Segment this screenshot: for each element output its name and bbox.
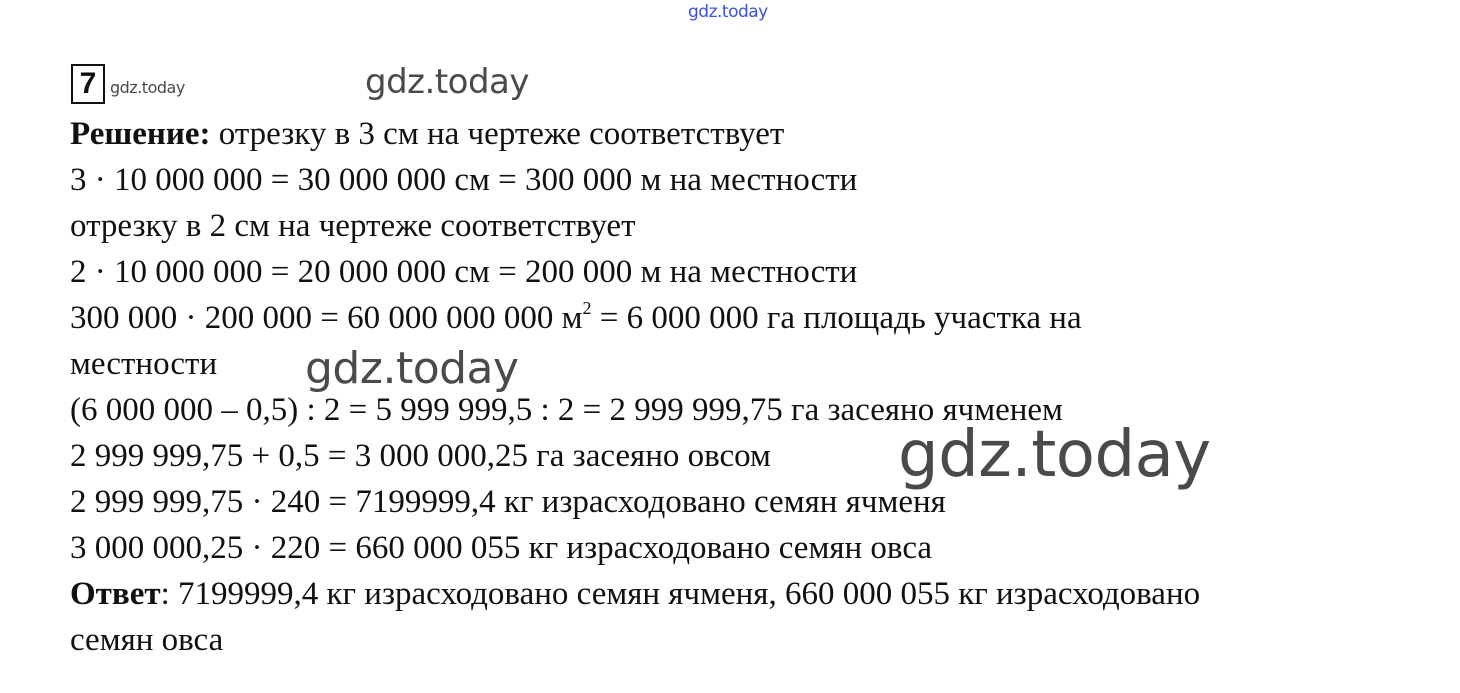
solution-line-6: местности: [70, 346, 218, 382]
solution-line-8: 2 999 999,75 + 0,5 = 3 000 000,25 га засеяно овсом: [70, 438, 771, 474]
solution-line-5: [70, 295, 1450, 341]
solution-line-4: 2 · 10 000 000 = 20 000 000 см = 200 000 м на местности: [70, 254, 858, 290]
watermark-top: gdz.today: [688, 2, 768, 22]
solution-line-10: 3 000 000,25 · 220 = 660 000 055 кг израсходовано семян овса: [70, 530, 933, 566]
solution-line-9: 2 999 999,75 · 240 = 7199999,4 кг израсходовано семян ячменя: [70, 484, 946, 520]
solution-line-5-start: 300 000 · 200 000 = 60 000 000 000 м: [70, 300, 583, 336]
answer-heading: Ответ: [70, 576, 161, 612]
watermark-xlarge: gdz.today: [898, 418, 1211, 492]
task-number: 7: [79, 67, 97, 100]
solution-line-7: (6 000 000 – 0,5) : 2 = 5 999 999,5 : 2 = 2 999 999,75 га засеяно ячменем: [70, 392, 1063, 428]
solution-text: [70, 111, 1450, 663]
watermark-large: gdz.today: [305, 343, 519, 394]
solution-heading: Решение:: [70, 116, 211, 152]
watermark-small: gdz.today: [110, 78, 185, 97]
task-number-box: [71, 64, 105, 104]
answer-line-1: [70, 571, 1450, 617]
answer-line-2: семян овса: [70, 622, 224, 658]
watermark-medium: gdz.today: [365, 62, 529, 102]
solution-line-1-text: отрезку в 3 см на чертеже соответствует: [218, 116, 785, 152]
solution-line-1: [70, 111, 1450, 157]
solution-line-2: 3 · 10 000 000 = 30 000 000 см = 300 000 м на местности: [70, 162, 858, 198]
solution-line-3: отрезку в 2 см на чертеже соответствует: [70, 208, 636, 244]
solution-line-5-end: = 6 000 000 га площадь участка на: [591, 300, 1082, 336]
square-exponent: 2: [582, 298, 592, 318]
answer-line-1-text: : 7199999,4 кг израсходовано семян ячменя, 660 000 055 кг израсходовано: [160, 576, 1201, 612]
